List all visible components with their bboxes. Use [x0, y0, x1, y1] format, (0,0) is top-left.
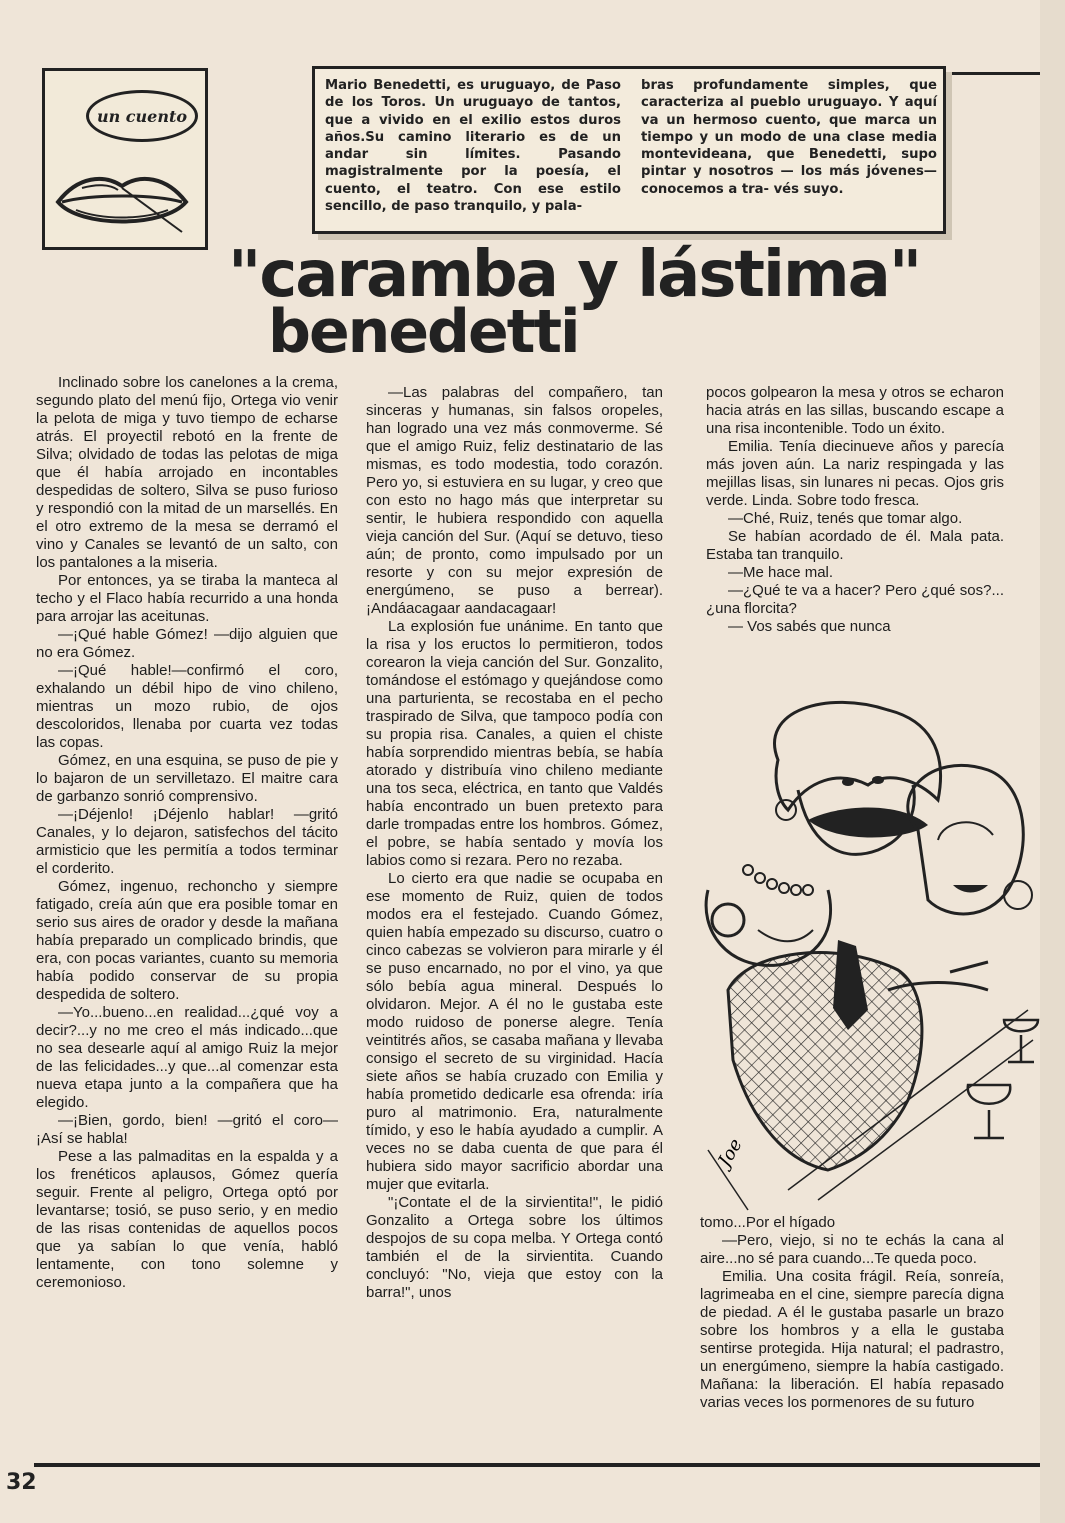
story-title: "caramba y lástima" — [228, 238, 921, 312]
intro-text-left: Mario Benedetti, es uruguayo, de Paso de los Toros. Un uruguayo de tantos, que a vivido en el exilio estos duros años.Su camino literario es de un andar sin límites. Pasando magistralmente por la poesía, el cuento, el teatro. Con ese estilo sencillo, de paso tranquilo, y pala- — [325, 78, 621, 215]
paragraph: Emilia. Una cosita frágil. Reía, sonreía, lagrimeaba en el cine, siempre parecía digna de piedad. A él le gustaba pasarle un brazo sobre los hombros y a ella le gustaba sentirse protegida. Hija natural; el padrastro, un energúmeno, siempre la había castigado. Mañana: la liberación. El había repasado varias veces los pormenores de su futuro — [700, 1268, 1004, 1411]
lips-icon — [52, 170, 192, 234]
text-column-2 — [366, 384, 663, 1302]
paragraph: —¿Qué te va a hacer? Pero ¿qué sos?...¿una florcita? — [706, 582, 1004, 617]
paragraph: Gómez, ingenuo, rechoncho y siempre fatigado, creía aún que era posible tomar en serio sus aires de orador y desde la mañana había preparado un complicado brindis, que era, con pocas variantes, cuanto su memoria había podido conservar de su propia despedida de soltero. — [36, 878, 338, 1003]
paragraph: —Las palabras del compañero, tan sinceras y humanas, sin falsos oropeles, han logrado una vez más conmoverme. Sé que el amigo Ruiz, feliz destinatario de las mismas, es todo modestia, todo corazón. Pero yo, si estuviera en su lugar, y creo que con esto no hago más que interpretar su sentir, le hubiera respondido con aquella vieja canción del Sur. (Aquí se detuvo, tieso aún; de pronto, como impulsado por un resorte y con su mejor expresión de energúmeno, se puso a berrear). ¡Andáacagaar aandacagaar! — [366, 384, 663, 617]
paragraph: —Me hace mal. — [728, 564, 834, 581]
paragraph: "¡Contate el de la sirvientita!", le pidió Gonzalito a Ortega sobre los últimos despojos de su copa melba. Y Ortega contó también el de la sirvientita. Cuando concluyó: "No, vieja que estoy con la barra!", unos — [366, 1194, 663, 1301]
text-column-1 — [36, 374, 338, 1292]
bubble-label: un cuento — [96, 106, 188, 126]
cigarette-icon — [950, 962, 988, 972]
top-rule — [950, 72, 1040, 75]
couple-illustration — [688, 690, 1040, 1215]
bottom-rule — [34, 1463, 1040, 1467]
paragraph: —¡Déjenlo! ¡Déjenlo hablar! —gritó Canales, y lo dejaron, satisfechos del tácito armisticio que les permitía a todos terminar el corderito. — [36, 806, 338, 877]
paragraph: —¡Qué hable!—confirmó el coro, exhalando un débil hipo de vino chileno, mientras un mozo rubio, de ojos descoloridos, llenaba por cuarta vez todas las copas. — [36, 662, 338, 751]
paragraph: La explosión fue unánime. En tanto que la risa y los eructos lo permitieron, todos corearon la vieja canción del Sur. Gonzalito, tomándose el estómago y quejándose como una parturienta, se recostaba en el pecho traspirado de Silva, que tampoco podía con su propia risa. Canales, a quien el chiste había sorprendido mientras bebía, se había atorado y distribuía vino chileno mediante una tos seca, eléctrica, en tanto que Valdés había encontrado un buen pretexto para darle trompadas entre los hombros. Gómez, el pobre, se había sentado y movía los labios como si rezara. Pero no rezaba. — [366, 618, 663, 869]
paragraph: pocos golpearon la mesa y otros se echaron hacia atrás en las sillas, buscando escape a una risa incontenible. Todo un éxito. — [706, 384, 1004, 437]
paragraph: Por entonces, ya se tiraba la manteca al techo y el Flaco había recurrido a una honda para arrojar las aceitunas. — [36, 572, 338, 625]
story-author: benedetti — [268, 297, 579, 367]
paragraph: Gómez, en una esquina, se puso de pie y lo bajaron de un servilletazo. El maitre cara de garbanzo sonrió comprensivo. — [36, 752, 338, 805]
intro-text-right: bras profundamente simples, que caracteriza al pueblo uruguayo. Y aquí va un hermoso cuento, que marca un tiempo y un modo de una clase media montevideana, que Benedetti, supo pintar y nosotros — los más jóvenes— conocemos a tra- vés suyo. — [641, 78, 937, 197]
text-column-3-bottom — [700, 1214, 1004, 1412]
page-edge — [1040, 0, 1065, 1523]
speech-bubble — [86, 90, 198, 142]
paragraph: —¡Bien, gordo, bien! —gritó el coro— ¡Así se habla! — [36, 1112, 338, 1147]
eye-icon — [842, 778, 854, 786]
paragraph: Lo cierto era que nadie se ocupaba en ese momento de Ruiz, quien de todos modos era el festejado. Cuando Gómez, quien había empezado su discurso, cuatro o cinco cabezas se volvieron para mirarle y él se puso encarnado, no por el vino, ya que sólo bebía agua mineral. Después lo olvidaron. Mejor. A él no le gustaba este modo ruidoso de ponerse alegre. Tenía veintitrés años, se casaba mañana y llevaba consigo el secreto de su virginidad. Hacía siete años se había cruzado con Emilia y había prometido dedicarle esa ofrenda: iría puro al matrimonio. Era, naturalmente tímido, y eso le había ayudado a cumplir. A veces no se daba cuenta de que para él hubiera sido mayor sacrificio abordar una mujer que evitarla. — [366, 870, 663, 1193]
paragraph: —Pero, viejo, si no te echás la cana al aire...no sé para cuando...Te queda poco. — [700, 1232, 1004, 1267]
paragraph: — Vos sabés que nunca — [728, 618, 891, 635]
paragraph: —Yo...bueno...en realidad...¿qué voy a decir?...y no me creo el más indicado...que no sea desearle aquí al amigo Ruiz la mejor de las felicidades...y que...al comenzar esta nueva etapa junto a la compañera que ha elegido. — [36, 1004, 338, 1111]
paragraph: Pese a las palmaditas en la espalda y a los frenéticos aplausos, Gómez quería seguir. Frente al peligro, Ortega optó por levantarse; tosió, se puso serio, y en medio de las risas contenidas de aquellos pocos que ya sabían lo que venía, habló lentamente, con tono solemne y ceremonioso. — [36, 1148, 338, 1291]
illustration-signature: Joe — [714, 1135, 747, 1171]
paragraph: —¡Qué hable Gómez! —dijo alguien que no era Gómez. — [36, 626, 338, 661]
paragraph: Se habían acordado de él. Mala pata. Estaba tan tranquilo. — [706, 528, 1004, 563]
intro-box — [312, 66, 946, 234]
paragraph: Inclinado sobre los canelones a la crema, segundo plato del menú fijo, Ortega vio venir la pelota de miga y tuvo tiempo de echarse atrás. El proyectil rebotó en la frente de Silva; olvidado de todas las pelotas de miga que él había arrojado en incontables despedidas de soltero, Silva se puso furioso y respondió con la mitad de un marsellés. En el otro extremo de la mesa se derramó el vino y Canales se levantó de un salto, con los pantalones a la miseria. — [36, 374, 338, 571]
paragraph: tomo...Por el hígado — [700, 1214, 836, 1231]
page-number: 32 — [6, 1470, 37, 1495]
text-column-3-top — [706, 384, 1004, 636]
paragraph: —Ché, Ruiz, tenés que tomar algo. — [728, 510, 963, 527]
paragraph: Emilia. Tenía diecinueve años y parecía más joven aún. La nariz respingada y las mejillas lisas, sin lunares ni pecas. Ojos gris verde. Linda. Sobre todo fresca. — [706, 438, 1004, 509]
